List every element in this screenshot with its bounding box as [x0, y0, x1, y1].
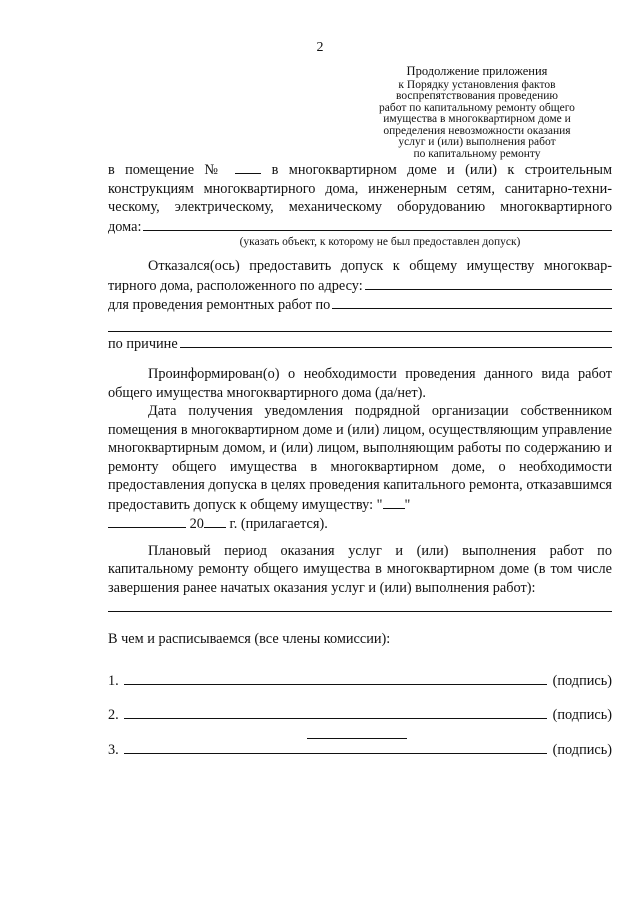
- object-hint: (указать объект, к которому не был предоставлен допуск): [239, 236, 521, 248]
- signature-blank: [124, 740, 547, 754]
- header-line: определения невозможности оказания: [383, 124, 571, 137]
- house-object-line: [108, 217, 612, 237]
- signature-blank: [124, 705, 547, 719]
- signature-blank: [124, 671, 547, 685]
- period-blank: [108, 597, 612, 612]
- header-line: по капитальному ремонту: [413, 147, 541, 160]
- page-number: 2: [316, 40, 324, 55]
- signature-label: (подпись): [552, 741, 612, 758]
- signature-number: 2.: [108, 707, 119, 723]
- appendix-header: [372, 66, 582, 160]
- notification-text: Дата получения уведомления подрядной организации собственником помещения в многоквартирном доме и (или) лицом, осуществляющим управление многоквартирным домом, и (или) лицом, выполняющим работы по содержанию и ремонту общего имущества в многоквартирном доме, о необходимости предоставления допуска в целях проведения капитального ремонта, отказавшимся предоставить допуск к общему имуществу: ": [108, 403, 612, 513]
- signature-row: [108, 705, 612, 725]
- year-blank: [204, 514, 226, 528]
- works-blank: [332, 295, 612, 309]
- header-line: имущества в многоквартирном доме и: [383, 113, 571, 125]
- paragraph-line: конструкциям многоквартирного дома, инженерным сетям, санитарно-техни-: [108, 180, 612, 197]
- house-label: дома:: [108, 218, 142, 235]
- document-body: [108, 160, 612, 759]
- signatures-intro: В чем и расписываемся (все члены комиссии):: [108, 631, 391, 647]
- month-blank: [108, 514, 186, 528]
- address-line: [108, 276, 612, 296]
- informed-paragraph: Проинформирован(о) о необходимости проведения данного вида работ общего имущества многоквартирного дома (да/нет).: [108, 366, 612, 401]
- signature-number: 3.: [108, 741, 119, 758]
- header-line: услуг и (или) выполнения работ: [398, 136, 556, 148]
- period-paragraph: Плановый период оказания услуг и (или) выполнения работ по капитальному ремонту общего имущества в многоквартирном доме (в том числе завершения ранее начатых оказания услуг и (или) выполнения работ):: [108, 542, 612, 596]
- header-line: работ по капитальному ремонту общего: [379, 101, 575, 114]
- signature-row: [108, 671, 612, 691]
- address-label: тирного дома, расположенного по адресу:: [108, 277, 363, 294]
- header-line: Продолжение приложения: [406, 64, 548, 78]
- works-label: для проведения ремонтных работ по: [108, 297, 331, 313]
- works-line: [108, 295, 612, 315]
- header-line: воспрепятствования проведению: [395, 90, 559, 102]
- premises-line: [108, 160, 612, 180]
- premises-number-blank: [235, 160, 261, 174]
- reason-blank: [180, 334, 612, 348]
- year-prefix: 20: [189, 516, 204, 532]
- day-blank: [383, 495, 405, 509]
- paragraph-line: ческому, электрическому, механическому оборудованию многоквартирного: [108, 199, 612, 215]
- reason-line: [108, 334, 612, 354]
- premises-text: в многоквартирном доме и (или) к строительным: [271, 162, 613, 178]
- reason-label: по причине: [108, 335, 178, 352]
- signature-number: 1.: [108, 672, 119, 689]
- end-divider: [307, 738, 407, 739]
- notification-paragraph: [108, 402, 612, 534]
- header-line: к Порядку установления фактов: [398, 78, 556, 91]
- quote-close: ": [404, 496, 411, 513]
- works-blank-continued: [108, 317, 612, 332]
- object-blank: [143, 217, 612, 231]
- signature-label: (подпись): [552, 672, 612, 689]
- address-blank: [365, 276, 612, 290]
- year-suffix: г. (прилагается).: [229, 516, 328, 532]
- signature-row: [108, 740, 612, 760]
- signature-label: (подпись): [552, 707, 612, 723]
- refusal-line: Отказался(ось) предоставить допуск к общему имуществу многоквар-: [148, 258, 612, 274]
- premises-label: в помещение №: [108, 162, 225, 178]
